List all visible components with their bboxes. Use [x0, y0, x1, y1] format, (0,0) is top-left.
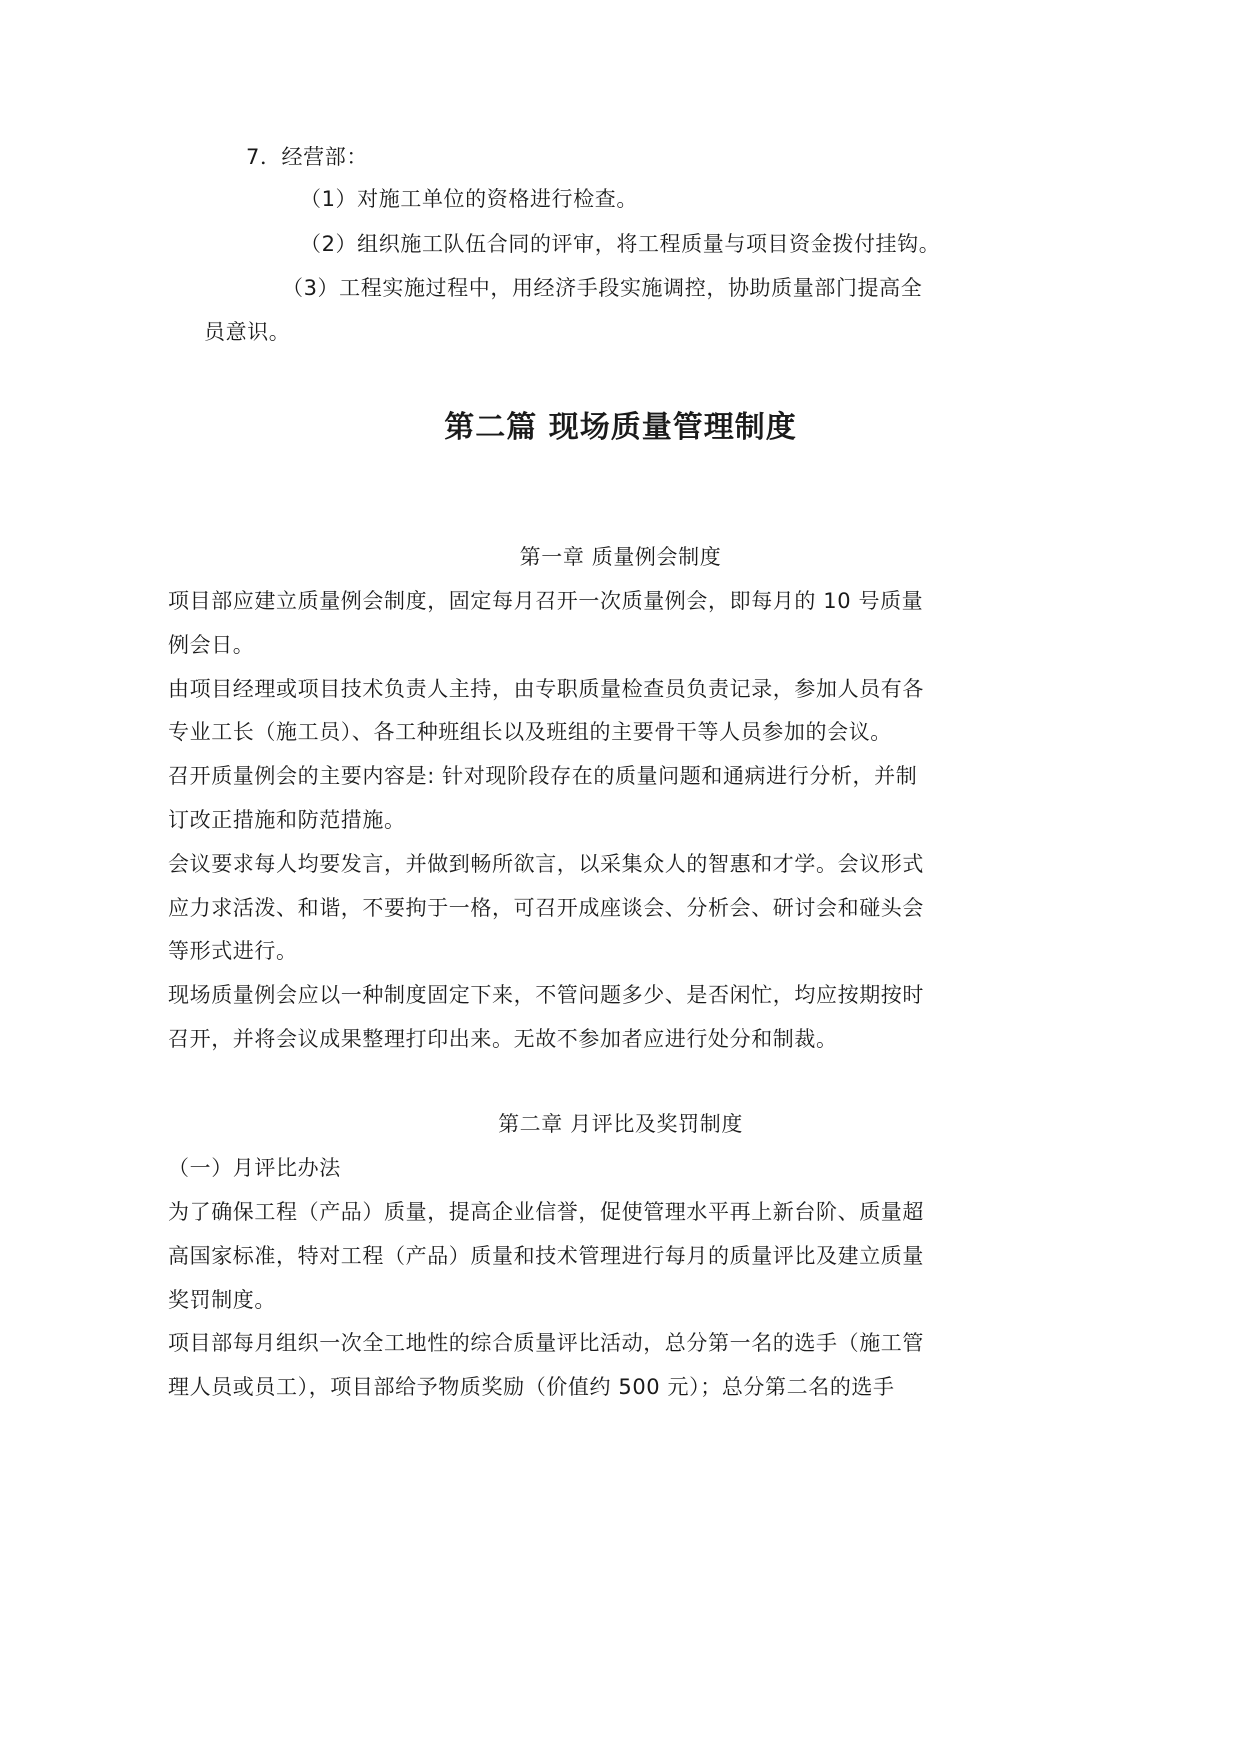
chapter-1-title: 第一章 质量例会制度 — [519, 545, 722, 569]
section-7-item-3-line-1: （3）工程实施过程中，用经济手段实施调控，协助质量部门提高全 — [282, 276, 923, 300]
chapter-1-line: 专业工长（施工员）、各工种班组长以及班组的主要骨干等人员参加的会议。 — [168, 720, 892, 744]
chapter-1-line: 召开质量例会的主要内容是: 针对现阶段存在的质量问题和通病进行分析，并制 — [168, 764, 918, 788]
chapter-2-title: 第二章 月评比及奖罚制度 — [498, 1112, 743, 1136]
chapter-2-line: 理人员或员工），项目部给予物质奖励（价值约 500 元）；总分第二名的选手 — [168, 1375, 895, 1399]
chapter-1-line: 应力求活泼、和谐，不要拘于一格，可召开成座谈会、分析会、研讨会和碰头会 — [168, 896, 924, 920]
chapter-2-line: 奖罚制度。 — [168, 1288, 276, 1312]
section-7-title: 7．经营部： — [246, 145, 368, 169]
chapter-2-subheading: （一）月评比办法 — [168, 1156, 341, 1180]
chapter-2-line: 为了确保工程（产品）质量，提高企业信誉，促使管理水平再上新台阶、质量超 — [168, 1200, 924, 1224]
chapter-1-line: 由项目经理或项目技术负责人主持，由专职质量检查员负责记录，参加人员有各 — [168, 677, 924, 701]
part-title: 第二篇 现场质量管理制度 — [444, 410, 797, 445]
chapter-1-line: 等形式进行。 — [168, 939, 298, 963]
chapter-1-line: 召开，并将会议成果整理打印出来。无故不参加者应进行处分和制裁。 — [168, 1027, 838, 1051]
chapter-2-line: 项目部每月组织一次全工地性的综合质量评比活动，总分第一名的选手（施工管 — [168, 1331, 924, 1355]
chapter-1-line: 例会日。 — [168, 633, 255, 657]
chapter-1-line: 现场质量例会应以一种制度固定下来，不管问题多少、是否闲忙，均应按期按时 — [168, 983, 924, 1007]
chapter-1-line: 会议要求每人均要发言，并做到畅所欲言，以采集众人的智惠和才学。会议形式 — [168, 852, 924, 876]
section-7-item-1: （1）对施工单位的资格进行检查。 — [300, 187, 638, 211]
chapter-1-line: 订改正措施和防范措施。 — [168, 808, 406, 832]
chapter-2-line: 高国家标准，特对工程（产品）质量和技术管理进行每月的质量评比及建立质量 — [168, 1244, 924, 1268]
chapter-1-line: 项目部应建立质量例会制度，固定每月召开一次质量例会，即每月的 10 号质量 — [168, 589, 924, 613]
section-7-item-2: （2）组织施工队伍合同的评审，将工程质量与项目资金拨付挂钩。 — [300, 232, 941, 256]
section-7-item-3-line-2: 员意识。 — [204, 320, 291, 344]
